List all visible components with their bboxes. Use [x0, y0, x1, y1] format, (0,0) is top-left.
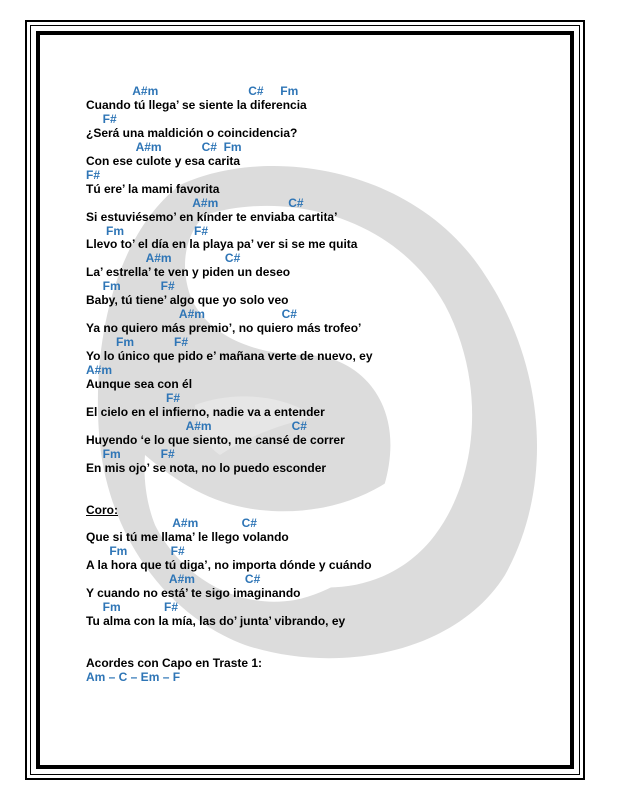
lyric-line: La’ estrella’ te ven y piden un deseo	[86, 265, 291, 280]
lyric-line: Llevo to’ el día en la playa pa’ ver si se me quita	[86, 237, 358, 252]
chord-line: F#	[86, 111, 117, 126]
chord-line: A#m C# Fm	[86, 139, 242, 154]
chord-line: Fm F#	[86, 446, 175, 461]
lyric-line: ¿Será una maldición o coincidencia?	[86, 125, 298, 140]
chord-line: Fm F#	[86, 600, 179, 615]
lyric-line: Aunque sea con él	[86, 376, 193, 391]
lyric-line: Tú ere’ la mami favorita	[86, 181, 220, 196]
chord-line: A#m C#	[86, 516, 257, 531]
lyric-line: Ya no quiero más premio’, no quiero más trofeo’	[86, 321, 362, 336]
lyric-line: Con ese culote y esa carita	[86, 153, 241, 168]
lyric-line: En mis ojo’ se nota, no lo puedo esconder	[86, 460, 327, 475]
lyric-line: El cielo en el infierno, nadie va a entender	[86, 404, 325, 419]
chord-line: A#m	[86, 363, 113, 377]
chord-line: A#m C#	[86, 572, 261, 587]
lyric-line: Y cuando no está’ te sigo imaginando	[86, 586, 301, 601]
lyric-line: Cuando tú llega’ se siente la diferencia	[86, 97, 307, 112]
chord-line: Fm F#	[86, 279, 175, 294]
chord-line: F#	[86, 167, 101, 182]
lyric-line: A la hora que tú diga’, no importa dónde y cuándo	[86, 558, 372, 573]
lyric-line: Baby, tú tiene’ algo que yo solo veo	[86, 293, 289, 308]
chord-line: A#m C#	[86, 418, 307, 433]
chord-line: F#	[86, 390, 181, 405]
lyric-line: Acordes con Capo en Traste 1:	[86, 655, 263, 670]
chord-line: Fm F#	[86, 335, 189, 350]
lyric-line: Si estuviésemo’ en kínder te enviaba cartita’	[86, 209, 338, 224]
chord-line: A#m C# Fm	[86, 84, 299, 98]
lyric-line: Que si tú me llama’ le llego volando	[86, 530, 289, 545]
chord-line: Fm F#	[86, 544, 185, 559]
chord-line: A#m C#	[86, 251, 241, 266]
chord-line: Am – C – Em – F	[86, 669, 181, 684]
lyric-line: Tu alma con la mía, las do’ junta’ vibrando, ey	[86, 614, 346, 629]
chord-line: Fm F#	[86, 223, 209, 238]
lyric-line: Huyendo ‘e lo que siento, me cansé de correr	[86, 432, 345, 447]
section-heading: Coro:	[86, 502, 118, 517]
chord-line: A#m C#	[86, 195, 304, 210]
lyric-line: Yo lo único que pido e’ mañana verte de nuevo, ey	[86, 349, 373, 364]
chord-line: A#m C#	[86, 307, 297, 322]
